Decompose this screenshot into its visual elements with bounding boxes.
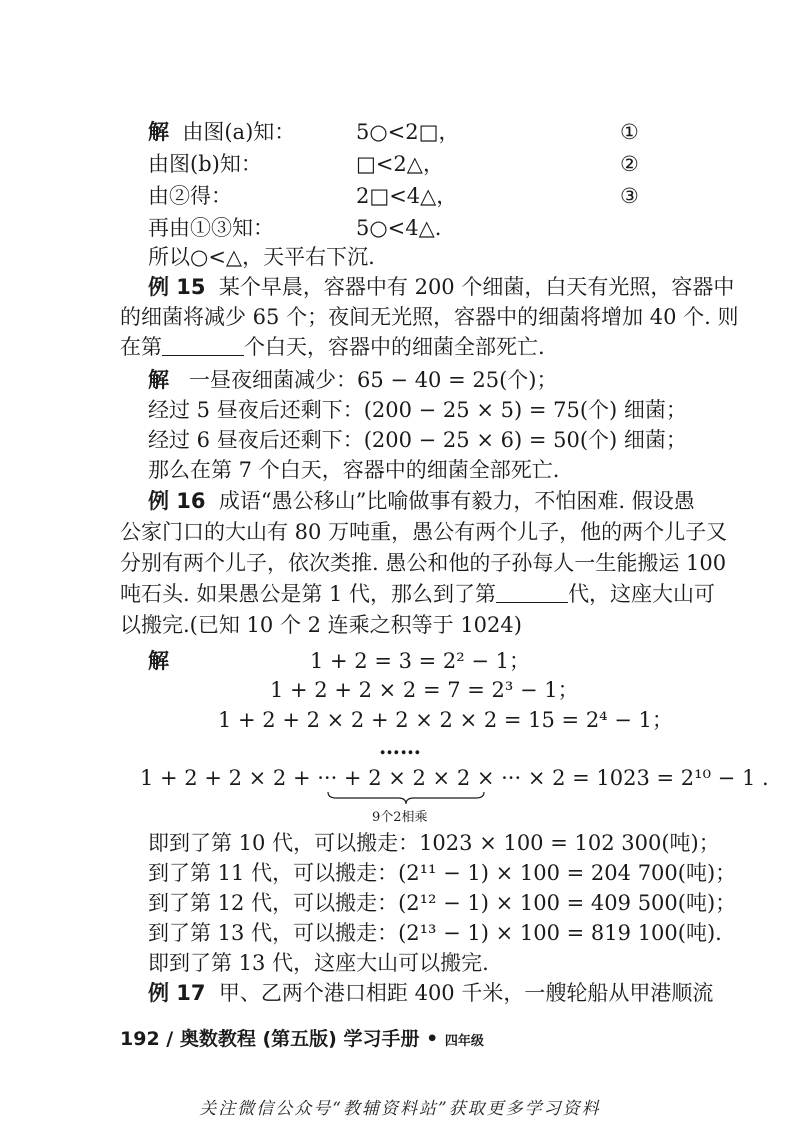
example-label: 例 17 (148, 981, 206, 1005)
row-expr: □<2△， (356, 152, 444, 176)
watermark-note: 关注微信公众号“教辅资料站”获取更多学习资料 (199, 1099, 601, 1119)
row-expr: 5○<2□， (356, 120, 460, 144)
example-label: 例 16 (148, 489, 206, 513)
example-text: 甲、乙两个港口相距 400 千米，一艘轮船从甲港顺流 (218, 981, 714, 1005)
row-lead: 由图(a)知： (182, 120, 296, 144)
example-label: 例 15 (148, 275, 206, 299)
solution-label: 解 (148, 368, 169, 392)
example15-line3 (120, 333, 545, 361)
example-text: 成语“愚公移山”比喻做事有毅力，不怕困难. 假设愚 (218, 489, 695, 513)
solution-text: 一昼夜细菌减少：65 − 40 = 25(个)； (189, 368, 558, 392)
conclusion: 所以○<△，天平右下沉. (148, 245, 375, 269)
example16-line2: 公家门口的大山有 80 万吨重，愚公有两个儿子，他的两个儿子又 (120, 520, 728, 544)
equation-1: 1 + 2 = 3 = 2² − 1； (310, 649, 531, 673)
solution-label: 解 (148, 649, 169, 673)
example-text: 某个早晨，容器中有 200 个细菌，白天有光照，容器中 (218, 275, 735, 299)
equation-general (140, 764, 769, 792)
text-post: 个白天，容器中的细菌全部死亡. (244, 335, 545, 359)
underbrace-label: 9个2相乘 (372, 810, 428, 825)
example15-line2: 的细菌将减少 65 个；夜间无光照，容器中的细菌将增加 40 个. 则 (120, 305, 739, 329)
example16-line1 (148, 487, 695, 515)
page-footer (120, 1027, 484, 1054)
result-1: 即到了第 10 代，可以搬走：1023 × 100 = 102 300(吨)； (148, 831, 720, 855)
solution-row-1 (148, 118, 295, 146)
example15-sol3: 经过 6 昼夜后还剩下：(200 − 25 × 6) = 50(个) 细菌； (148, 428, 687, 452)
eq-pre: 1 + 2 + 2 × 2 + ··· + (140, 766, 369, 790)
result-3: 到了第 12 代，可以搬走：(2¹² − 1) × 100 = 409 500(吨)； (148, 891, 737, 915)
row-lead: 由②得： (148, 184, 232, 208)
equation-3: 1 + 2 + 2 × 2 + 2 × 2 × 2 = 15 = 2⁴ − 1； (218, 708, 673, 732)
grade-label: 四年级 (444, 1034, 484, 1049)
text-pre: 吨石头. 如果愚公是第 1 代，那么到了第 (120, 582, 497, 606)
equation-2: 1 + 2 + 2 × 2 = 7 = 2³ − 1； (270, 678, 579, 702)
result-5: 即到了第 13 代，这座大山可以搬完. (148, 951, 489, 975)
row-expr: 2□<4△， (356, 184, 458, 208)
row-mark: ③ (620, 184, 639, 208)
book-title: / 奥数教程 (第五版) 学习手册 • (166, 1028, 439, 1050)
answer-blank (496, 580, 568, 603)
row-mark: ② (620, 152, 639, 176)
example16-solution-label (148, 647, 169, 675)
eq-braced-product: 2 × 2 × 2 × ··· × 2 (368, 766, 566, 790)
text-pre: 在第 (120, 335, 162, 359)
row-lead: 由图(b)知： (148, 152, 262, 176)
ellipsis: …… (379, 734, 421, 759)
example15-sol1 (148, 366, 557, 394)
example16-line3: 分别有两个儿子，依次类推. 愚公和他的子孙每人一生能搬运 100 (120, 551, 727, 575)
example15-sol2: 经过 5 昼夜后还剩下：(200 − 25 × 5) = 75(个) 细菌； (148, 398, 687, 422)
solution-label: 解 (148, 120, 169, 144)
answer-blank (162, 333, 244, 356)
page-number: 192 (120, 1028, 160, 1050)
example17-line1 (148, 979, 713, 1007)
result-4: 到了第 13 代，可以搬走：(2¹³ − 1) × 100 = 819 100(吨). (148, 921, 722, 945)
eq-post: = 1023 = 2¹⁰ − 1 . (565, 766, 769, 790)
row-lead: 再由①③知： (148, 216, 274, 240)
text-post: 代，这座大山可 (568, 582, 716, 606)
example16-line5: 以搬完.(已知 10 个 2 连乘之积等于 1024) (120, 613, 522, 637)
result-2: 到了第 11 代，可以搬走：(2¹¹ − 1) × 100 = 204 700(吨)； (148, 861, 737, 885)
row-mark: ① (620, 120, 639, 144)
underbrace (326, 790, 486, 806)
row-expr: 5○<4△. (356, 216, 442, 240)
example15-sol4: 那么在第 7 个白天，容器中的细菌全部死亡. (148, 458, 560, 482)
example16-line4 (120, 580, 715, 608)
example15-line1 (148, 273, 734, 301)
